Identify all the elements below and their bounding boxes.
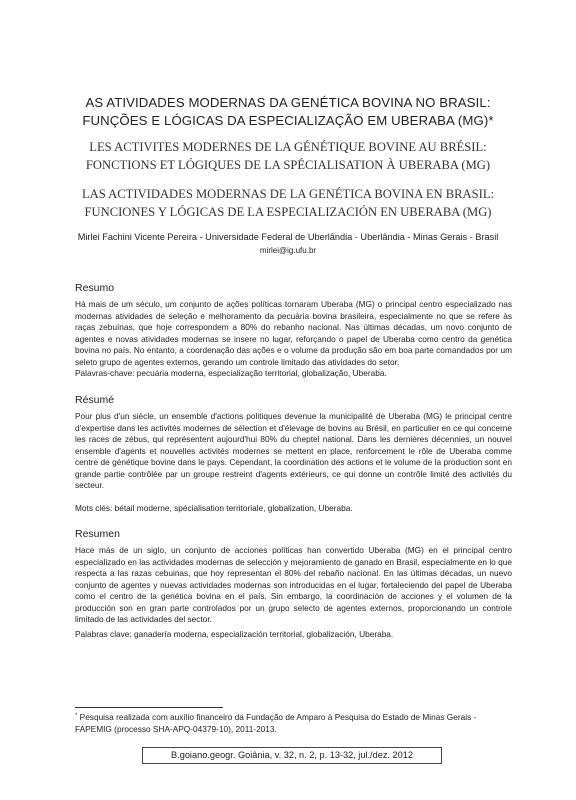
resumen-heading: Resumen: [75, 528, 120, 540]
title-fr-line1: LES ACTIVITES MODERNES DE LA GÉNÉTIQUE BOVINE AU BRÉSIL:: [89, 140, 487, 154]
journal-citation: B.goiano.geogr. Goiânia, v. 32, n. 2, p. 13-32, jul./dez. 2012: [142, 747, 442, 764]
title-portuguese: [40, 94, 536, 130]
resumo-keywords: Palavras-chave: pecuária moderna, especialização territorial, globalização, Uberaba.: [75, 368, 387, 378]
footnote-divider: [75, 707, 223, 708]
resume-body: Pour plus d'un siècle, un ensemble d'actions politiques devenue la municipalité de Uberaba (MG) le principal centre d'expertise dans les activités modernes de sélection et d'élevage de bovins au Brésil, en particulier en ce qui concerne les races de zébus, qui représentent aujourd'hui 80% du cheptel national. Dans les dernières décennies, un nouvel ensemble d'agents et nouvelles activités modernes se mettent en place, renforcement le rôle de Uberaba comme centre de génétique bovine dans le pays. Cependant, la coordination des actions et le volume de la production sont en grande partie contrôlée par un groupe restreint d'agents extérieurs, ce qui donne un contrôle limité des activités du secteur.: [75, 411, 512, 490]
resumo-body: Há mais de um século, um conjunto de ações políticas tornaram Uberaba (MG) o principal centro especializado nas modernas atividades de seleção e melhoramento da pecuária bovina brasileira, especialmente no que se refere às raças zebuínas, que hoje correspondem a 80% do rebanho nacional. Nas últimas décadas, um novo conjunto de agentes e novas atividades modernas se insere no lugar, reforçando o papel de Uberaba como centro da genética bovina no país. No entanto, a coordenação das ações e o volume da produção são em boa parte comandados por um seleto grupo de agentes externos, gerando um controle limitado das atividades do setor.: [75, 299, 512, 367]
author-email: mirlei@ig.ufu.br: [259, 246, 317, 255]
author-line: Mirlei Fachini Vicente Pereira - Universidade Federal de Uberlândia - Uberlândia - Minas Gerais - Brasil: [77, 232, 499, 242]
title-spanish: [40, 186, 536, 221]
resumen-keywords: Palabras clave: ganadería moderna, especialización territorial, globalización, Uberaba.: [75, 629, 394, 639]
footnote: [75, 712, 515, 735]
resume-heading: Résumé: [75, 394, 115, 406]
title-pt-line2: FUNÇÕES E LÓGICAS DA ESPECIALIZAÇÃO EM UBERABA (MG)*: [82, 113, 494, 128]
title-pt-line1: AS ATIVIDADES MODERNAS DA GENÉTICA BOVINA NO BRASIL:: [85, 95, 491, 110]
resumen-body: Hace más de un siglo, un conjunto de acciones políticas han convertido Uberaba (MG) en el principal centro especializado en las actividades modernas de selección y mejoramiento de ganado en Brasil, especialmente en lo que respecta a las razas cebuinas, que hoy representan el 80% del rebaño nacional. En las últimas décadas, un nuevo conjunto de agentes y nuevas actividades modernas son introducidas en el lugar, fortaleciendo del papel de Uberaba como el centro de la genética bovina en el país. Sin embargo, la coordinación de acciones y el volumen de la producción son en gran parte controlados por un grupo selecto de agentes externos, proporcionando un controle limitado de las actividades del sector.: [75, 545, 512, 624]
title-es-line2: FUNCIONES Y LÓGICAS DE LA ESPECIALIZACIÓN EN UBERABA (MG): [84, 204, 492, 219]
resume-keywords: Mots clés: bétail moderne, spécialisation territoriale, globalization, Uberaba.: [75, 503, 353, 513]
resumo-heading: Resumo: [75, 282, 115, 294]
title-es-line1: LAS ACTIVIDADES MODERNAS DE LA GENÉTICA BOVINA EN BRASIL:: [81, 187, 495, 201]
title-fr-line2: FONCTIONS ET LÓGIQUES DE LA SPÉCIALISATION À UBERABA (MG): [85, 157, 491, 172]
footnote-marker: *: [75, 713, 78, 719]
footnote-text: Pesquisa realizada com auxílio financeiro da Fundação de Amparo à Pesquisa do Estado de Minas Gerais - FAPEMIG (processo SHA-APQ-04379-10), 2011-2013.: [75, 712, 477, 734]
title-french: [40, 139, 536, 174]
